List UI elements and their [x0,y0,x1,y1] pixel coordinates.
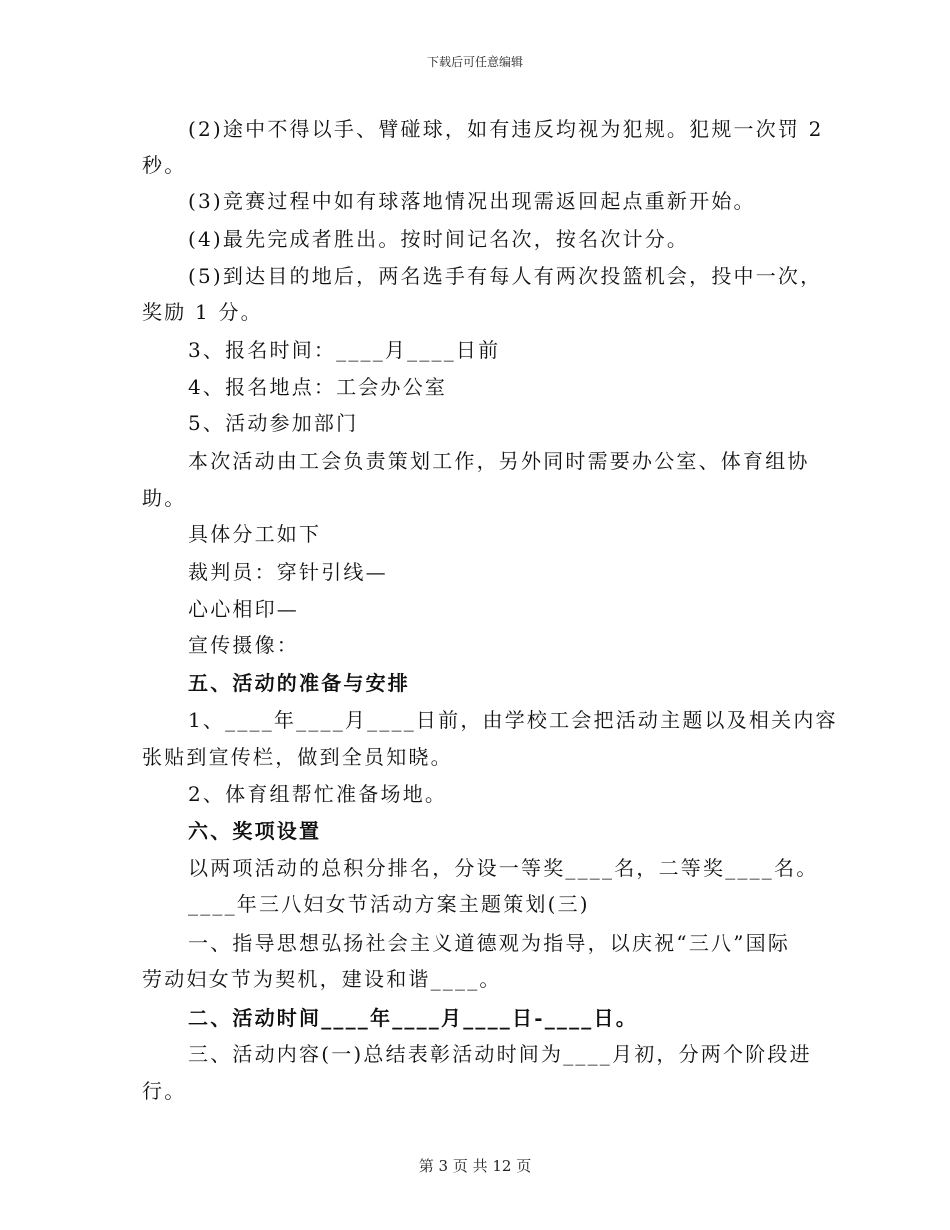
section-heading: 五、活动的准备与安排 [188,671,410,695]
text-line: 一、指导思想弘扬社会主义道德观为指导，以庆祝“三八”国际 [188,931,791,955]
text-line: 以两项活动的总积分排名，分设一等奖____名，二等奖____名。 [188,856,819,880]
text-line: (5)到达目的地后，两名选手有每人有两次投篮机会，投中一次， [188,264,823,288]
text-line: (4)最先完成者胜出。按时间记名次，按名次计分。 [188,227,690,251]
section-heading: 六、奖项设置 [188,819,322,843]
text-line: ____年三八妇女节活动方案主题策划(三) [188,892,590,916]
text-line: 具体分工如下 [188,522,322,546]
page-header: 下载后可任意编辑 [426,55,523,69]
text-line: 5、活动参加部门 [188,411,359,435]
text-line: 本次活动由工会负责策划工作，另外同时需要办公室、体育组协 [188,449,810,473]
page-footer: 第 3 页 共 12 页 [418,1157,532,1175]
text-line: 三、活动内容(一)总结表彰活动时间为____月初，分两个阶段进 [188,1042,812,1066]
text-line: 4、报名地点：工会办公室 [188,375,448,399]
text-line: 2、体育组帮忙准备场地。 [188,782,448,806]
section-heading: 二、活动时间____年____月____日-____日。 [188,1006,638,1030]
text-line: 助。 [142,486,187,510]
text-line: 张贴到宣传栏，做到全员知晓。 [142,745,453,769]
text-line: 裁判员：穿针引线— [188,560,388,584]
text-line: 心心相印— [188,597,299,621]
text-line: (3)竞赛过程中如有球落地情况出现需返回起点重新开始。 [188,189,756,213]
text-line: 3、报名时间：____月____日前 [188,338,501,362]
text-line: (2)途中不得以手、臂碰球，如有违反均视为犯规。犯规一次罚 2 [188,117,824,141]
text-line: 劳动妇女节为契机，建设和谐____。 [142,967,502,991]
text-line: 秒。 [142,153,187,177]
text-line: 行。 [142,1079,187,1103]
text-line: 1、____年____月____日前，由学校工会把活动主题以及相关内容 [188,708,838,732]
text-line: 奖励 1 分。 [142,300,263,324]
text-line: 宣传摄像： [188,633,299,657]
